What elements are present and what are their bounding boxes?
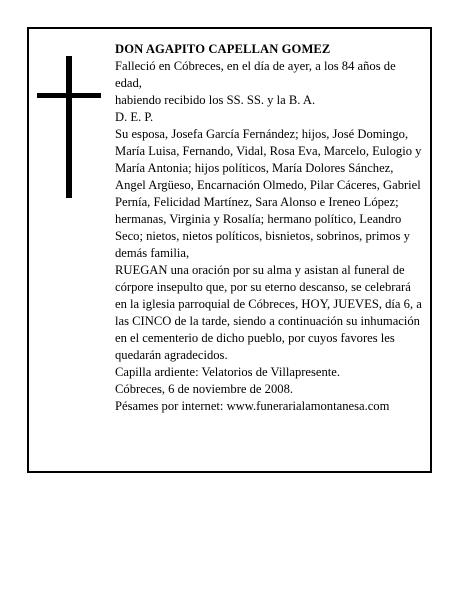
place-date: Cóbreces, 6 de noviembre de 2008. — [115, 382, 294, 396]
cross-vertical-bar — [66, 56, 72, 198]
cross-horizontal-bar — [37, 93, 101, 98]
chapel-info: Capilla ardiente: Velatorios de Villapresente. — [115, 365, 341, 379]
condolences-info: Pésames por internet: www.funerarialamontanesa.com — [115, 399, 390, 413]
death-statement: Falleció en Cóbreces, en el día de ayer, a los 84 años de edad, — [115, 59, 396, 90]
request-word: RUEGAN — [115, 263, 168, 277]
cross-icon — [37, 56, 101, 198]
deceased-name: DON AGAPITO CAPELLAN GOMEZ — [115, 42, 331, 56]
sacraments-statement: habiendo recibido los SS. SS. y la B. A. — [115, 93, 316, 107]
family-list: Su esposa, Josefa García Fernández; hijos, José Domingo, María Luisa, Fernando, Vidal, Rosa Eva, Marcelo, Eulogio y María Antonia; hijos políticos, María Dolores Sánchez, Angel Argüeso, Encarnación Olmedo, Pilar Cáceres, Gabriel Pernía, Felicidad Martínez, Sara Alonso e Ireneo López; hermanas, Virginia y Rosalía; hermano político, Leandro Seco; nietos, nietos políticos, bisnietos, sobrinos, primos y demás familia, — [115, 127, 422, 260]
request-text: una oración por su alma y asistan al funeral de córpore insepulto que, por su eterno descanso, se celebrará en la iglesia parroquial de Cóbreces, HOY, JUEVES, día 6, a las CINCO de la tarde, siendo a continuación su inhumación en el cementerio de dicho pueblo, por cuyos favores les quedarán agradecidos. — [115, 263, 422, 362]
rest-in-peace: D. E. P. — [115, 110, 154, 124]
funeral-request — [115, 262, 423, 364]
notice-text — [115, 41, 423, 415]
obituary-notice — [27, 27, 432, 473]
